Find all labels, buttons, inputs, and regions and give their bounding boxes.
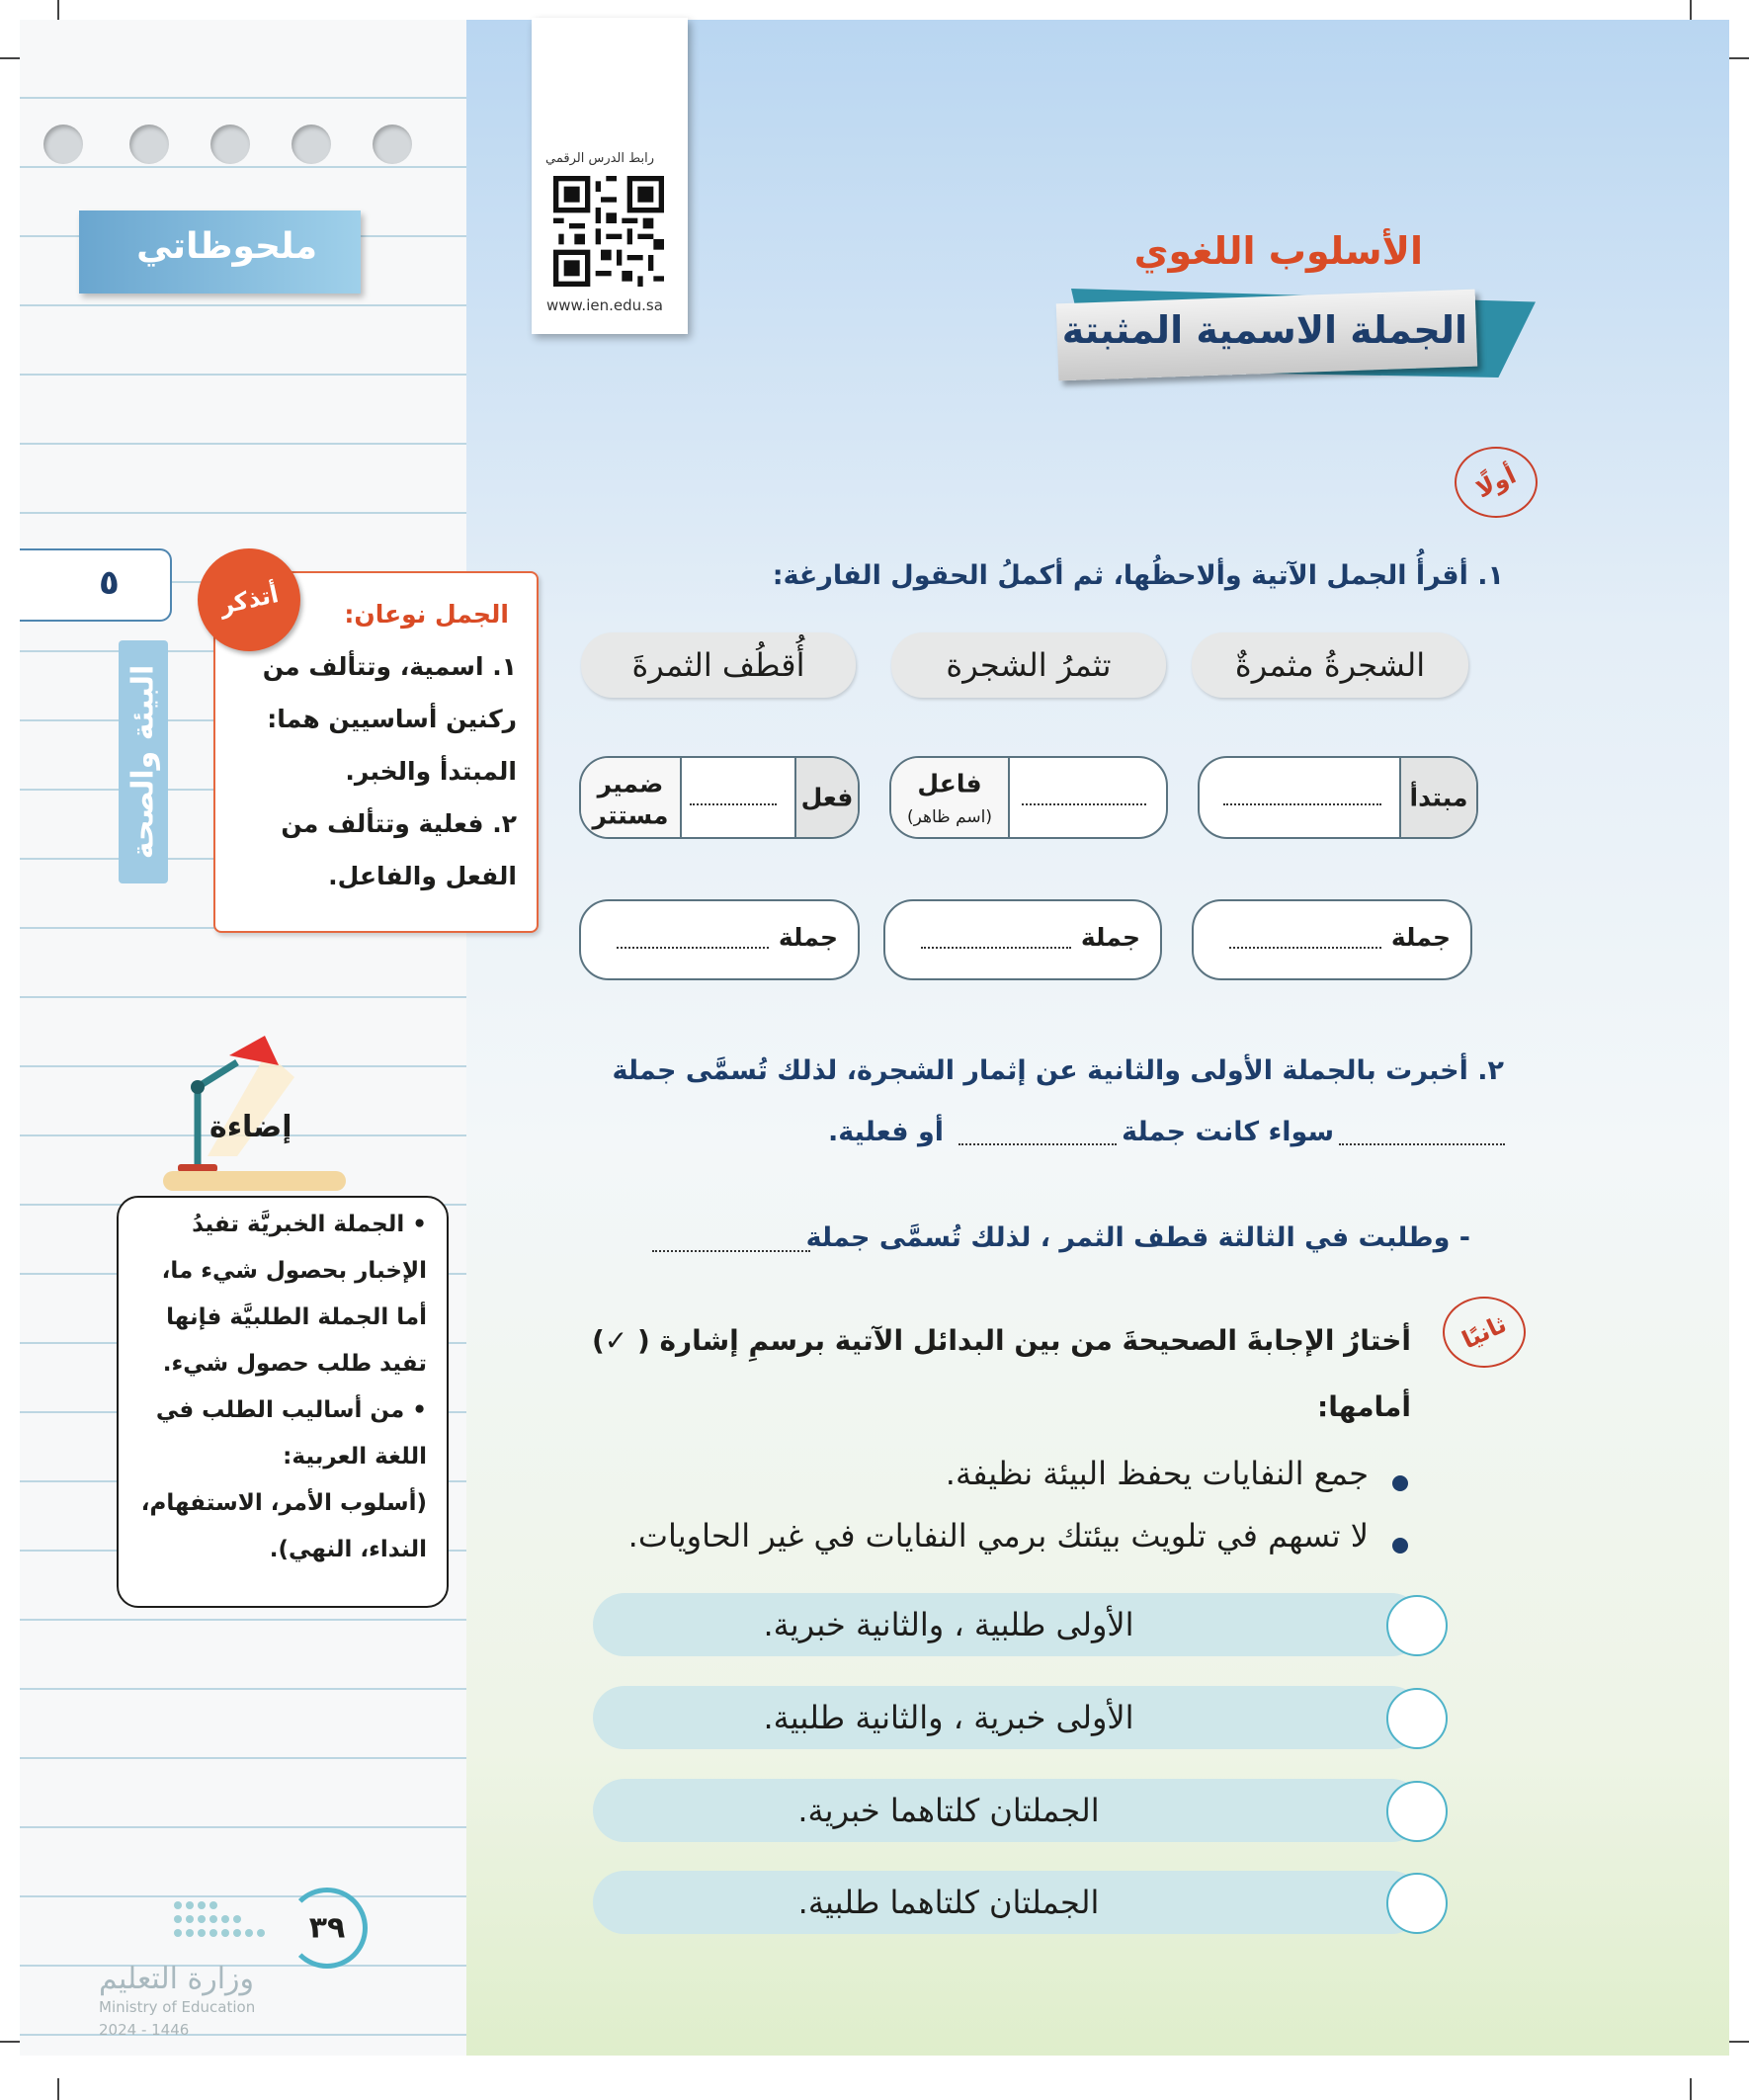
crop-mark	[57, 2078, 59, 2100]
crop-mark	[1727, 57, 1749, 59]
unit-name-tab	[119, 640, 168, 883]
reminder-line: الفعل والفاعل.	[328, 862, 517, 890]
tip-line: النداء، النهي).	[269, 1537, 427, 1562]
ministry-name-en: Ministry of Education	[99, 1998, 256, 2016]
question-2-line-2a: سواء كانت جملة	[1122, 1117, 1334, 1147]
option-radio[interactable]	[1386, 1781, 1448, 1842]
role-label: فعل	[800, 783, 854, 812]
section-badge-label: أولًا	[1471, 461, 1521, 504]
answer-blank[interactable]	[958, 1143, 1117, 1145]
ministry-name-ar: وزارة التعليم	[99, 1962, 255, 1996]
section-badge-first	[1455, 447, 1538, 518]
role-label: ضمير	[597, 769, 664, 798]
analysis-field[interactable]	[1198, 756, 1478, 839]
tip-line: • الجملة الخبريَّة تفيدُ	[192, 1212, 427, 1237]
qr-code-icon[interactable]	[553, 176, 664, 287]
ministry-year: 2024 - 1446	[99, 2021, 190, 2039]
qr-url[interactable]: www.ien.edu.sa	[546, 296, 663, 314]
binder-hole	[292, 125, 331, 164]
role-label: فاعل	[917, 769, 982, 798]
binder-hole	[43, 125, 83, 164]
binder-hole	[210, 125, 250, 164]
remember-badge	[198, 548, 300, 651]
option-radio[interactable]	[1386, 1688, 1448, 1749]
lamp-base	[163, 1171, 346, 1191]
crop-mark	[1690, 2078, 1692, 2100]
sentence-card	[891, 632, 1166, 698]
reminder-heading: الجمل نوعان:	[344, 600, 509, 629]
sentence-text: أُقطُف الثمرةَ	[631, 646, 805, 684]
crop-mark	[1690, 0, 1692, 22]
role-label: مستتر	[592, 800, 669, 830]
remember-badge-label: أتذكر	[216, 580, 282, 620]
binder-hole	[373, 125, 412, 164]
lesson-title: الجملة الاسمية المثبتة	[1061, 308, 1467, 352]
option-text: الأولى خبرية ، والثانية طلبية.	[763, 1699, 1134, 1736]
crop-mark	[57, 0, 59, 22]
answer-option[interactable]	[593, 1779, 1423, 1842]
role-tag	[891, 758, 1010, 837]
role-tag	[581, 758, 682, 837]
unit-name: البيئة والصحة	[125, 664, 161, 860]
bullet-icon	[1392, 1538, 1408, 1554]
question-2-line-2b: أو فعلية.	[827, 1117, 944, 1147]
tip-line: الإخبار بحصول شيء ما،	[161, 1258, 427, 1284]
reminder-line: ٢. فعلية وتتألف من	[281, 809, 517, 838]
lamp-icon	[168, 1018, 306, 1186]
answer-blank[interactable]	[1223, 803, 1381, 805]
example-sentence: لا تسهم في تلويث بيئتك برمي النفايات في غير الحاويات.	[627, 1517, 1369, 1554]
answer-blank[interactable]	[652, 1250, 810, 1252]
tip-line: • من أساليب الطلب في	[155, 1397, 427, 1423]
option-radio[interactable]	[1386, 1873, 1448, 1934]
option-text: الجملتان كلتاهما خبرية.	[797, 1792, 1100, 1829]
notes-title: ملحوظاتي	[136, 226, 317, 267]
sentence-text: الشجرةُ مثمرةٌ	[1234, 646, 1426, 684]
reminder-line: المبتدأ والخبر.	[345, 757, 517, 786]
section-badge-label: ثانيًا	[1458, 1309, 1511, 1355]
tip-line: تفيد طلب حصول شيء.	[162, 1351, 427, 1377]
crop-mark	[0, 57, 22, 59]
sentence-type-field[interactable]	[883, 899, 1162, 980]
reminder-line: ركنين أساسيين هما:	[267, 705, 517, 733]
tip-box	[117, 1196, 449, 1608]
answer-blank[interactable]	[1022, 803, 1146, 805]
page-number: ٣٩	[308, 1910, 346, 1946]
page-number-ring	[287, 1888, 368, 1969]
sentence-text: تثمرُ الشجرة	[946, 646, 1112, 684]
answer-option[interactable]	[593, 1686, 1423, 1749]
instruction-line-1: أختارُ الإجابةَ الصحيحةَ من بين البدائل الآتية برسمِ إشارة ( ✓)	[591, 1324, 1411, 1357]
role-tag	[1399, 758, 1476, 837]
crop-mark	[0, 2041, 22, 2043]
analysis-field[interactable]	[579, 756, 860, 839]
sentence-type-field[interactable]	[579, 899, 860, 980]
jumla-label: جملة	[778, 923, 838, 952]
section-badge-second	[1443, 1297, 1526, 1368]
answer-option[interactable]	[593, 1871, 1423, 1934]
sentence-card	[1192, 632, 1468, 698]
reminder-line: ١. اسمية، وتتألف من	[262, 652, 517, 681]
notes-title-tab	[79, 210, 361, 294]
tip-line: (أسلوب الأمر، الاستفهام،	[140, 1490, 427, 1516]
tip-line: اللغة العربية:	[283, 1444, 427, 1470]
role-sublabel: (اسم ظاهر)	[906, 807, 993, 827]
role-tag	[794, 758, 858, 837]
example-sentence: جمع النفايات يحفظ البيئة نظيفة.	[945, 1455, 1369, 1492]
jumla-label: جملة	[1080, 923, 1140, 952]
unit-number-box	[20, 548, 172, 622]
question-3: - وطلبت في الثالثة قطف الثمر ، لذلك تُسمَّى جملة	[805, 1222, 1470, 1253]
option-text: الأولى طلبية ، والثانية خبرية.	[763, 1606, 1134, 1643]
role-label: مبتدأ	[1409, 783, 1468, 812]
answer-blank[interactable]	[1339, 1143, 1505, 1145]
unit-number: ٥	[99, 563, 120, 603]
question-1: ١. أقرأُ الجمل الآتية وألاحظُها، ثم أكملُ الحقول الفارغة:	[772, 560, 1504, 591]
answer-blank[interactable]	[1229, 947, 1381, 949]
instruction-line-2: أمامها:	[1317, 1390, 1411, 1423]
answer-blank[interactable]	[921, 947, 1071, 949]
tip-line: أما الجملة الطلبيَّة فإنها	[166, 1304, 427, 1330]
option-text: الجملتان كلتاهما طلبية.	[797, 1884, 1100, 1921]
question-2-line-1: ٢. أخبرت بالجملة الأولى والثانية عن إثمار الشجرة، لذلك تُسمَّى جملة	[612, 1055, 1504, 1086]
tip-title: إضاءة	[209, 1110, 292, 1144]
answer-blank[interactable]	[690, 803, 777, 805]
answer-blank[interactable]	[617, 947, 769, 949]
jumla-label: جملة	[1390, 923, 1451, 952]
option-radio[interactable]	[1386, 1595, 1448, 1656]
sentence-card	[581, 632, 856, 698]
qr-label: رابط الدرس الرقمي	[545, 151, 654, 166]
binder-hole	[129, 125, 169, 164]
answer-option[interactable]	[593, 1593, 1423, 1656]
ministry-logo-icon	[168, 1895, 287, 1945]
lesson-category: الأسلوب اللغوي	[1133, 229, 1423, 273]
analysis-field[interactable]	[889, 756, 1168, 839]
sentence-type-field[interactable]	[1192, 899, 1472, 980]
crop-mark	[1727, 2041, 1749, 2043]
bullet-icon	[1392, 1475, 1408, 1491]
